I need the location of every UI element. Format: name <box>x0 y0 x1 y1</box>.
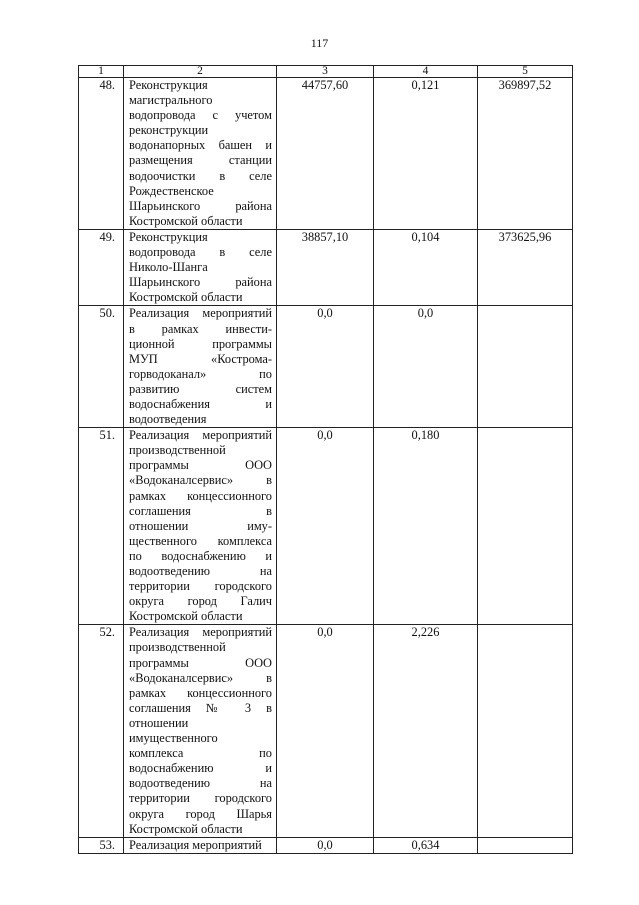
row-name-line: водонапорных башен и <box>129 138 272 153</box>
row-col3: 38857,10 <box>277 229 374 305</box>
row-name-line: реконструкции <box>129 123 209 138</box>
row-col5 <box>478 428 573 625</box>
row-name-line: «Водоканалсервис» в <box>129 670 272 685</box>
row-name-line: водоснабжению и <box>129 761 272 776</box>
row-name-line: Рождественское <box>129 183 214 198</box>
row-name-line: соглашения в <box>129 503 272 518</box>
row-name-line: отношении <box>129 715 189 730</box>
row-name-line: водоочистки в селе <box>129 168 272 183</box>
table-row <box>79 837 573 853</box>
table-row <box>79 625 573 837</box>
row-number: 48. <box>79 78 124 230</box>
row-name-line: Костромской области <box>129 609 243 624</box>
row-number: 51. <box>79 428 124 625</box>
row-name-line: водоотведению на <box>129 776 272 791</box>
row-name-line: комплекса по <box>129 746 272 761</box>
row-name-line: водоснабжения и <box>129 396 272 411</box>
row-name-line: программы ООО <box>129 458 272 473</box>
row-name-line: округа город Шарья <box>129 806 272 821</box>
row-name-line: Реконструкция <box>129 229 208 244</box>
row-name <box>124 306 277 428</box>
row-name-line: территории городского <box>129 579 272 594</box>
table-header-row <box>79 66 573 78</box>
data-table <box>78 65 573 854</box>
row-name <box>124 837 277 853</box>
page-number: 117 <box>310 36 329 50</box>
row-col4: 2,226 <box>374 625 478 837</box>
row-name-line: Николо-Шанга <box>129 260 208 275</box>
row-name-line: Реализация мероприятий <box>129 837 262 852</box>
row-name-line: горводоканал» по <box>129 366 272 381</box>
row-col5: 369897,52 <box>478 78 573 230</box>
row-name-line: водоотведения <box>129 412 207 427</box>
row-name-line: водоотведению на <box>129 564 272 578</box>
row-name-line: ционной программы <box>129 336 272 351</box>
row-name <box>124 78 277 230</box>
row-col4: 0,0 <box>374 306 478 428</box>
row-name-line: щественного комплекса <box>129 533 272 548</box>
row-name-line: Реализация мероприятий <box>129 428 272 443</box>
row-name-line: Шарьинского района <box>129 198 272 213</box>
table-row <box>79 306 573 428</box>
row-name-line: размещения станции <box>129 153 272 168</box>
row-name-line: Реализация мероприятий <box>129 306 272 321</box>
row-col3: 0,0 <box>277 306 374 428</box>
row-name-line: Реализация мероприятий <box>129 625 272 640</box>
row-name-line: соглашения № 3 в <box>129 700 272 715</box>
row-number: 53. <box>79 837 124 853</box>
row-col3: 44757,60 <box>277 78 374 230</box>
header-cell-5: 5 <box>478 66 573 78</box>
header-cell-1: 1 <box>79 66 124 78</box>
row-name-line: по водоснабжению и <box>129 548 272 563</box>
row-name-line: Костромской области <box>129 821 243 836</box>
row-number: 50. <box>79 306 124 428</box>
row-col3: 0,0 <box>277 625 374 837</box>
row-name-line: рамках концессионного <box>129 685 272 700</box>
row-name-line: «Водоканалсервис» в <box>129 473 272 488</box>
header-cell-4: 4 <box>374 66 478 78</box>
row-name-line: развитию систем <box>129 381 272 396</box>
row-col4: 0,104 <box>374 229 478 305</box>
row-col5 <box>478 625 573 837</box>
row-name-line: Шарьинского района <box>129 275 272 290</box>
row-col5: 373625,96 <box>478 229 573 305</box>
row-name <box>124 625 277 837</box>
table-row <box>79 229 573 305</box>
table-row <box>79 428 573 625</box>
row-name <box>124 229 277 305</box>
row-name-line: рамках концессионного <box>129 488 272 503</box>
row-col5 <box>478 837 573 853</box>
row-name-line: Реконструкция <box>129 78 208 92</box>
row-col3: 0,0 <box>277 837 374 853</box>
row-number: 52. <box>79 625 124 837</box>
row-name-line: в рамках инвести- <box>129 321 272 336</box>
table-row <box>79 78 573 230</box>
row-name-line: водопровода с учетом <box>129 108 272 123</box>
row-name-line: водопровода в селе <box>129 245 272 260</box>
row-col3: 0,0 <box>277 428 374 625</box>
row-name-line: магистрального <box>129 93 213 108</box>
row-col4: 0,180 <box>374 428 478 625</box>
row-name-line: программы ООО <box>129 655 272 670</box>
row-name-line: отношении иму- <box>129 518 272 533</box>
row-name-line: имущественного <box>129 731 218 746</box>
row-number: 49. <box>79 229 124 305</box>
header-cell-3: 3 <box>277 66 374 78</box>
row-name <box>124 428 277 625</box>
row-name-line: МУП «Кострома- <box>129 351 272 366</box>
row-col5 <box>478 306 573 428</box>
row-name-line: округа город Галич <box>129 594 272 609</box>
row-name-line: Костромской области <box>129 290 243 305</box>
header-cell-2: 2 <box>124 66 277 78</box>
row-name-line: производственной <box>129 443 226 458</box>
row-name-line: территории городского <box>129 791 272 806</box>
row-name-line: производственной <box>129 640 226 655</box>
row-col4: 0,121 <box>374 78 478 230</box>
row-col4: 0,634 <box>374 837 478 853</box>
row-name-line: Костромской области <box>129 213 243 228</box>
